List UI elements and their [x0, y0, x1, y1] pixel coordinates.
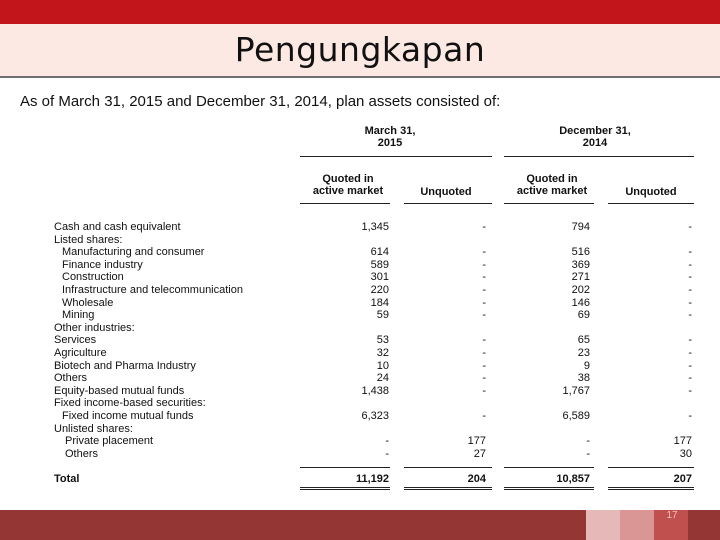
total-double-rule-2: [404, 487, 492, 490]
row-value-unquoted-2015: -: [482, 359, 486, 372]
row-value-quoted-2014: 271: [571, 271, 590, 284]
table-row: [0, 259, 720, 271]
total-rule-4: [608, 467, 694, 468]
row-value-quoted-2014: 23: [577, 347, 590, 359]
row-value-unquoted-2014: -: [688, 347, 692, 359]
row-label: Biotech and Pharma Industry: [54, 359, 196, 372]
table-row: [0, 284, 720, 296]
table-row: [0, 448, 720, 460]
row-value-unquoted-2014: -: [688, 410, 692, 422]
row-label: Infrastructure and telecommunication: [62, 284, 243, 296]
slide-title: Pengungkapan: [234, 30, 486, 69]
footer-square-pink: [620, 510, 654, 540]
row-value-quoted-2014: 69: [577, 309, 590, 322]
row-value-unquoted-2014: 177: [673, 435, 692, 448]
total-label: Total: [54, 473, 80, 485]
row-value-unquoted-2015: -: [482, 347, 486, 359]
subheader-quoted-2015: [300, 173, 396, 197]
row-value-quoted-2014: 794: [571, 221, 590, 233]
row-value-quoted-2015: 53: [376, 334, 389, 347]
total-double-rule-1: [300, 487, 390, 490]
period-header-2015: [340, 125, 440, 149]
row-value-unquoted-2014: -: [688, 284, 692, 296]
row-value-unquoted-2014: -: [688, 246, 692, 259]
row-value-unquoted-2014: -: [688, 334, 692, 347]
period-header-2014: [540, 125, 650, 149]
page-number: 17: [666, 510, 678, 521]
row-value-unquoted-2014: 30: [679, 447, 692, 460]
row-value-quoted-2014: -: [586, 447, 590, 460]
table-row: [0, 234, 720, 246]
table-row: [0, 334, 720, 346]
row-value-quoted-2015: 614: [370, 246, 389, 259]
table-row: [0, 423, 720, 435]
row-value-quoted-2014: -: [586, 435, 590, 448]
row-value-unquoted-2014: -: [688, 384, 692, 397]
table-row: [0, 221, 720, 233]
row-value-quoted-2015: 184: [370, 296, 389, 309]
table-row: [0, 347, 720, 359]
period-rule-2014: [504, 156, 694, 157]
row-value-unquoted-2015: -: [482, 334, 486, 347]
row-label: Equity-based mutual funds: [54, 384, 185, 397]
row-label: Services: [54, 334, 97, 347]
row-value-quoted-2014: 516: [571, 246, 590, 259]
table-row: [0, 372, 720, 384]
subheader-quoted-2015-line2: active market: [312, 185, 384, 197]
row-label: Listed shares:: [54, 233, 123, 246]
row-value-quoted-2015: -: [385, 447, 389, 460]
row-value-quoted-2015: 220: [370, 284, 389, 296]
table-row: [0, 397, 720, 409]
row-value-quoted-2014: 202: [571, 284, 590, 296]
row-label: Fixed income-based securities:: [54, 397, 206, 410]
row-value-unquoted-2014: -: [688, 258, 692, 271]
table-row: [0, 271, 720, 283]
row-label: Finance industry: [62, 258, 143, 271]
row-value-quoted-2015: 589: [370, 258, 389, 271]
period-header-2014-line2: 2014: [582, 137, 608, 149]
total-rule-3: [504, 467, 594, 468]
total-rule-1: [300, 467, 390, 468]
row-label: Others: [54, 372, 88, 385]
footer-square-dark: [688, 510, 720, 540]
table-row: [0, 246, 720, 258]
row-value-unquoted-2014: -: [688, 271, 692, 284]
period-header-2014-line1: December 31,: [559, 125, 631, 137]
total-value-quoted-2014: 10,857: [556, 473, 590, 485]
row-label: Agriculture: [54, 347, 107, 359]
row-value-unquoted-2014: -: [688, 296, 692, 309]
row-value-quoted-2015: 10: [376, 359, 389, 372]
row-label: Unlisted shares:: [54, 422, 133, 435]
row-value-quoted-2014: 6,589: [562, 410, 590, 422]
row-value-quoted-2015: -: [385, 435, 389, 448]
subheader-rule-1: [300, 203, 390, 204]
row-value-quoted-2015: 1,345: [361, 221, 389, 233]
period-rule-2015: [300, 156, 492, 157]
row-label: Construction: [62, 271, 124, 284]
subheader-unquoted-2015: Unquoted: [420, 186, 472, 198]
row-value-unquoted-2015: -: [482, 271, 486, 284]
row-label: Others: [65, 447, 99, 460]
row-value-unquoted-2015: -: [482, 284, 486, 296]
row-value-quoted-2015: 24: [376, 372, 389, 385]
period-header-2015-line2: 2015: [377, 137, 403, 149]
row-value-unquoted-2015: 27: [473, 447, 486, 460]
subheader-rule-3: [504, 203, 594, 204]
row-label: Manufacturing and consumer: [62, 246, 205, 259]
table-row: [0, 309, 720, 321]
row-value-quoted-2015: 301: [370, 271, 389, 284]
row-value-quoted-2015: 6,323: [361, 410, 389, 422]
row-value-unquoted-2014: -: [688, 309, 692, 322]
row-value-unquoted-2015: -: [482, 309, 486, 322]
row-value-quoted-2014: 146: [571, 296, 590, 309]
row-value-unquoted-2015: -: [482, 221, 486, 233]
total-value-unquoted-2015: 204: [467, 473, 486, 485]
row-value-quoted-2015: 59: [376, 309, 389, 322]
row-value-quoted-2014: 38: [577, 372, 590, 385]
top-accent-bar: [0, 0, 720, 24]
table-row: [0, 297, 720, 309]
row-value-quoted-2015: 32: [376, 347, 389, 359]
row-value-quoted-2015: 1,438: [361, 384, 389, 397]
subheader-quoted-2014: [504, 173, 600, 197]
subheader-quoted-2015-line1: Quoted in: [322, 173, 374, 185]
row-label: Other industries:: [54, 321, 135, 334]
row-value-unquoted-2015: -: [482, 372, 486, 385]
footer-square-light: [586, 510, 620, 540]
row-label: Fixed income mutual funds: [62, 410, 194, 422]
table-row: [0, 360, 720, 372]
row-value-unquoted-2014: -: [688, 359, 692, 372]
total-row: [0, 473, 720, 485]
row-value-quoted-2014: 65: [577, 334, 590, 347]
row-label: Wholesale: [62, 296, 114, 309]
row-label: Private placement: [65, 435, 154, 448]
total-double-rule-3: [504, 487, 594, 490]
table-row: [0, 435, 720, 447]
total-value-unquoted-2014: 207: [673, 473, 692, 485]
row-value-quoted-2014: 369: [571, 258, 590, 271]
row-value-unquoted-2015: -: [482, 296, 486, 309]
row-value-quoted-2014: 9: [583, 359, 590, 372]
row-value-unquoted-2014: -: [688, 372, 692, 385]
row-value-unquoted-2015: -: [482, 246, 486, 259]
subheader-rule-4: [608, 203, 694, 204]
row-value-unquoted-2015: 177: [467, 435, 486, 448]
row-value-unquoted-2015: -: [482, 410, 486, 422]
row-value-unquoted-2015: -: [482, 384, 486, 397]
table-row: [0, 385, 720, 397]
row-value-quoted-2014: 1,767: [562, 384, 590, 397]
period-header-2015-line1: March 31,: [364, 125, 416, 137]
row-value-unquoted-2014: -: [688, 221, 692, 233]
total-double-rule-4: [608, 487, 694, 490]
table-row: [0, 410, 720, 422]
table-row: [0, 322, 720, 334]
subheader-quoted-2014-line2: active market: [516, 185, 588, 197]
row-label: Cash and cash equivalent: [54, 221, 181, 233]
subheader-rule-2: [404, 203, 492, 204]
row-label: Mining: [62, 309, 95, 322]
total-rule-2: [404, 467, 492, 468]
intro-text: As of March 31, 2015 and December 31, 2014, plan assets consisted of:: [20, 93, 501, 110]
total-value-quoted-2015: 11,192: [355, 473, 389, 485]
subheader-quoted-2014-line1: Quoted in: [526, 173, 578, 185]
subheader-unquoted-2014: Unquoted: [625, 186, 677, 198]
row-value-unquoted-2015: -: [482, 258, 486, 271]
